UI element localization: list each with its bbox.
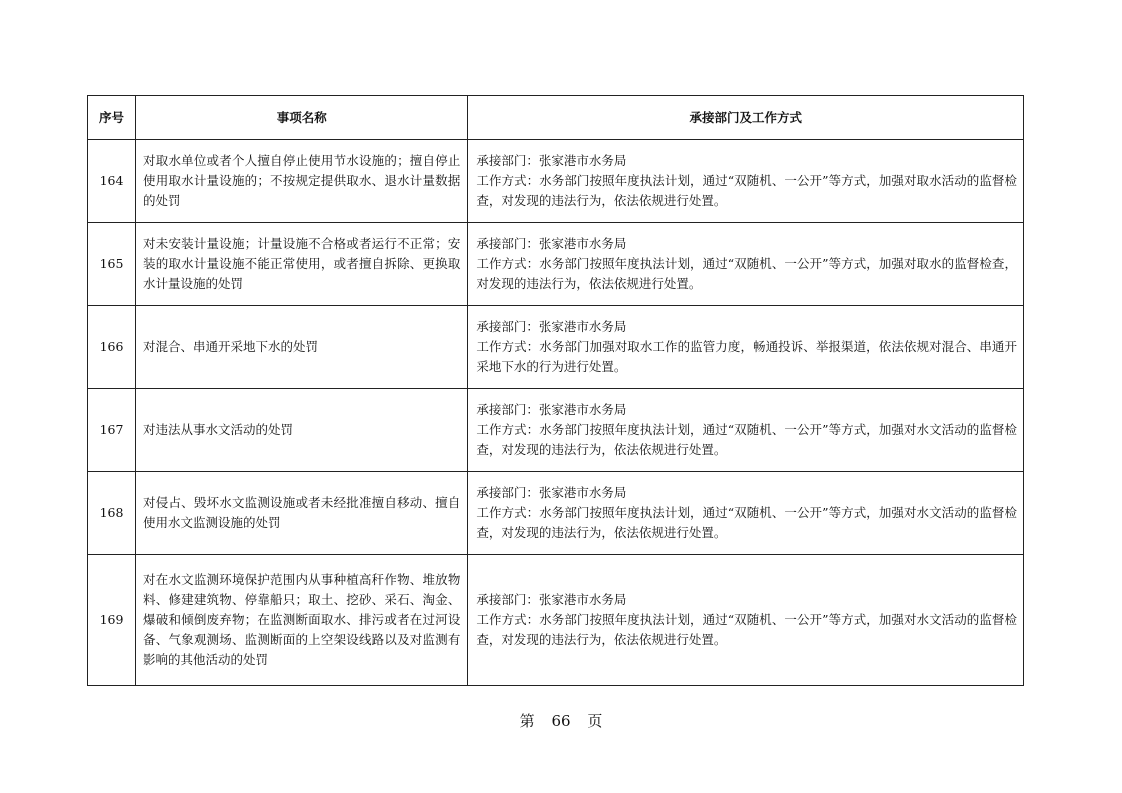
table-row [88,140,1024,223]
row-serial-number: 166 [88,306,136,389]
row-serial-number: 164 [88,140,136,223]
row-department: 承接部门：张家港市水务局 [476,402,627,417]
table-row [88,223,1024,306]
row-serial-number: 167 [88,389,136,472]
row-serial-number: 169 [88,555,136,686]
row-department-cell [468,140,1024,223]
page-suffix: 页 [587,712,603,730]
row-work-method: 工作方式：水务部门加强对取水工作的监管力度，畅通投诉、举报渠道，依法依规对混合、串通开采地下水的行为进行处置。 [476,339,1017,374]
row-work-method: 工作方式：水务部门按照年度执法计划，通过“双随机、一公开”等方式，加强对水文活动的监督检查，对发现的违法行为，依法依规进行处置。 [476,612,1017,647]
row-department-cell [468,389,1024,472]
header-serial-number: 序号 [88,96,136,140]
row-serial-number: 168 [88,472,136,555]
table-row [88,472,1024,555]
row-department-cell [468,472,1024,555]
row-department: 承接部门：张家港市水务局 [476,592,627,607]
row-work-method: 工作方式：水务部门按照年度执法计划，通过“双随机、一公开”等方式，加强对取水活动的监督检查，对发现的违法行为，依法依规进行处置。 [476,173,1017,208]
page-number: 66 [551,712,571,730]
page-prefix: 第 [519,712,535,730]
row-department-cell [468,223,1024,306]
row-matter-name: 对未安装计量设施；计量设施不合格或者运行不正常；安装的取水计量设施不能正常使用，或者擅自拆除、更换取水计量设施的处罚 [136,223,468,306]
page-number-footer [0,710,1122,731]
table-header-row [88,96,1024,140]
row-department: 承接部门：张家港市水务局 [476,485,627,500]
row-department: 承接部门：张家港市水务局 [476,153,627,168]
row-department: 承接部门：张家港市水务局 [476,319,627,334]
table-row [88,389,1024,472]
row-matter-name: 对违法从事水文活动的处罚 [136,389,468,472]
row-matter-name: 对混合、串通开采地下水的处罚 [136,306,468,389]
row-department-cell [468,306,1024,389]
header-department-method: 承接部门及工作方式 [468,96,1024,140]
table-row [88,306,1024,389]
matters-table [87,95,1024,686]
row-matter-name: 对侵占、毁坏水文监测设施或者未经批准擅自移动、擅自使用水文监测设施的处罚 [136,472,468,555]
header-matter-name: 事项名称 [136,96,468,140]
row-work-method: 工作方式：水务部门按照年度执法计划，通过“双随机、一公开”等方式，加强对水文活动的监督检查，对发现的违法行为，依法依规进行处置。 [476,422,1017,457]
row-matter-name: 对取水单位或者个人擅自停止使用节水设施的；擅自停止使用取水计量设施的；不按规定提供取水、退水计量数据的处罚 [136,140,468,223]
row-department-cell [468,555,1024,686]
row-work-method: 工作方式：水务部门按照年度执法计划，通过“双随机、一公开”等方式，加强对取水的监督检查，对发现的违法行为，依法依规进行处置。 [476,256,1017,291]
table-row [88,555,1024,686]
row-matter-name: 对在水文监测环境保护范围内从事种植高秆作物、堆放物料、修建建筑物、停靠船只；取土、挖砂、采石、淘金、爆破和倾倒废弃物；在监测断面取水、排污或者在过河设备、气象观测场、监测断面的上空架设线路以及对监测有影响的其他活动的处罚 [136,555,468,686]
row-department: 承接部门：张家港市水务局 [476,236,627,251]
row-work-method: 工作方式：水务部门按照年度执法计划，通过“双随机、一公开”等方式，加强对水文活动的监督检查，对发现的违法行为，依法依规进行处置。 [476,505,1017,540]
row-serial-number: 165 [88,223,136,306]
